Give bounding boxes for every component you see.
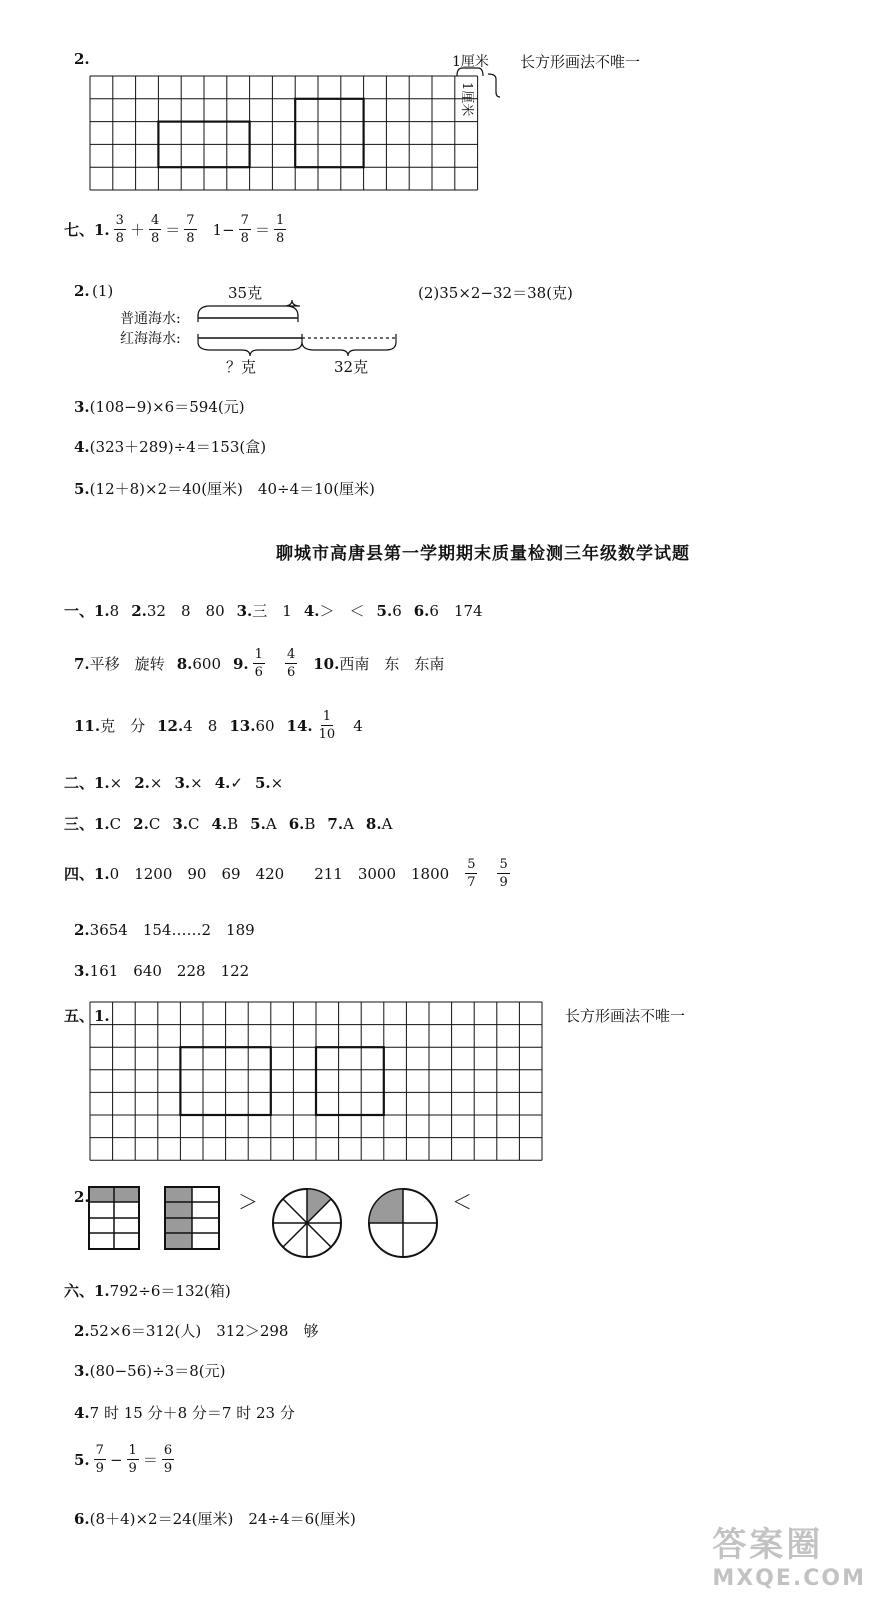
s1-line3: 11. 克 分 12. 4 8 13. 60 14. $\frac{1}{10}$ 4: [74, 709, 363, 742]
sec7-q4: [74, 436, 266, 457]
s4-q2: 2. 3654 154……2 189: [74, 920, 255, 939]
s6-q5: 5. $\frac{7}{9}$ − $\frac{1}{9}$ ＝ $\frac{6}{9}$: [74, 1443, 173, 1476]
question-number: 4.: [74, 437, 90, 456]
sec7-q2-part2: (2)35×2−32＝38(克): [418, 284, 573, 302]
s6-q1: 六、1. 792÷6＝132(箱): [64, 1282, 231, 1300]
fraction: $\frac{5}{7}$: [467, 857, 476, 890]
sec7-q1: 七、1. $\frac{3}{8}$ ＋ $\frac{4}{8}$ ＝ $\frac{7}{8}$ 1 − $\frac{7}{8}$ ＝ $\frac{1}{8}$: [64, 213, 285, 246]
compare-sign-2: ＜: [452, 1190, 472, 1214]
sub-part-label: (1): [92, 282, 114, 300]
s1-line1: 一、1. 8 2. 32 8 80 3. 三 1 4. ＞ ＜ 5. 6 6. 6 174: [64, 601, 483, 620]
circle-eighths: [270, 1186, 344, 1260]
s6-q6: 6. (8＋4)×2＝24(厘米) 24÷4＝6(厘米): [74, 1509, 356, 1528]
answer-text: (323＋289)÷4＝153(盒): [89, 438, 267, 456]
sec7-q5: [74, 478, 375, 499]
question-number: 2.: [74, 1188, 90, 1206]
drawn-rectangle: [316, 1047, 384, 1115]
watermark: [712, 1517, 866, 1591]
fraction: $\frac{6}{9}$: [163, 1443, 173, 1476]
square-grid-top: [88, 74, 488, 192]
watermark-url: MXQE.COM: [712, 1566, 866, 1591]
fraction: $\frac{7}{9}$: [95, 1443, 104, 1476]
rect-grid-2x4-a: [88, 1186, 144, 1252]
circle-quarters: [366, 1186, 440, 1260]
fraction: $\frac{3}{8}$: [115, 213, 124, 246]
s2-line: 二、1. × 2. × 3. × 4. ✓ 5. ×: [64, 773, 284, 792]
fraction: $\frac{1}{6}$: [254, 647, 263, 680]
fraction: $\frac{1}{10}$: [318, 709, 336, 742]
unit-label-horizontal: 1厘米: [452, 54, 489, 70]
sec7-q3: [74, 396, 245, 417]
rect-grid-2x4-b: [164, 1186, 224, 1252]
label-35g: 35克: [228, 284, 263, 302]
fraction: $\frac{7}{8}$: [240, 213, 249, 246]
question-number: 3.: [74, 397, 90, 416]
fraction: $\frac{1}{8}$: [275, 213, 285, 246]
question-number: 5.: [74, 479, 90, 498]
fraction: $\frac{4}{6}$: [286, 647, 296, 680]
s4-q3: 3. 161 640 228 122: [74, 961, 250, 980]
answer-text: (12＋8)×2＝40(厘米) 40÷4＝10(厘米): [89, 480, 375, 498]
s3-line: 三、1. C 2. C 3. C 4. B 5. A 6. B 7. A 8. A: [64, 814, 393, 833]
fraction: $\frac{5}{9}$: [499, 857, 508, 890]
square-grid-bottom: [88, 1000, 548, 1166]
compare-sign-1: ＞: [238, 1190, 258, 1214]
number-one: 1: [212, 220, 223, 239]
question-number: 2.: [74, 50, 90, 68]
s6-q3: 3. (80−56)÷3＝8(元): [74, 1361, 226, 1380]
drawn-rectangle: [295, 99, 363, 167]
label-unknown-grams: ？克: [226, 358, 257, 376]
exam-title: 聊城市高唐县第一学期期末质量检测三年级数学试题: [276, 544, 690, 564]
fraction: $\frac{7}{8}$: [186, 213, 195, 246]
grid-note: 长方形画法不唯一: [520, 53, 641, 71]
grid-note: 长方形画法不唯一: [565, 1007, 686, 1025]
fraction: $\frac{4}{8}$: [150, 213, 160, 246]
question-number: 七、1.: [64, 221, 110, 239]
unit-label-vertical: 1厘米: [459, 82, 474, 117]
answer-text: (108−9)×6＝594(元): [89, 398, 245, 416]
question-number: 2.: [74, 282, 90, 300]
label-normal-seawater: 普通海水:: [120, 311, 181, 327]
fraction: $\frac{1}{9}$: [128, 1443, 137, 1476]
s4-q1: 四、1. 0 1200 90 69 420 211 3000 1800 $\frac{5}{7}$ $\frac{5}{9}$: [64, 857, 508, 890]
watermark-logo-text: 答案圈: [712, 1525, 824, 1565]
s1-line2: 7. 平移 旋转 8. 600 9. $\frac{1}{6}$ $\frac{4}{6}$ 10. 西南 东 东南: [74, 647, 445, 680]
line-segment-diagram: [190, 298, 410, 358]
question-number: 五、1.: [64, 1007, 110, 1025]
label-32g: 32克: [334, 358, 369, 376]
s6-q4: 4. 7 时 15 分＋8 分＝7 时 23 分: [74, 1403, 295, 1422]
label-red-seawater: 红海海水:: [120, 331, 181, 347]
s6-q2: 2. 52×6＝312(人) 312＞298 够: [74, 1321, 319, 1340]
unit-bracket: [448, 62, 508, 122]
